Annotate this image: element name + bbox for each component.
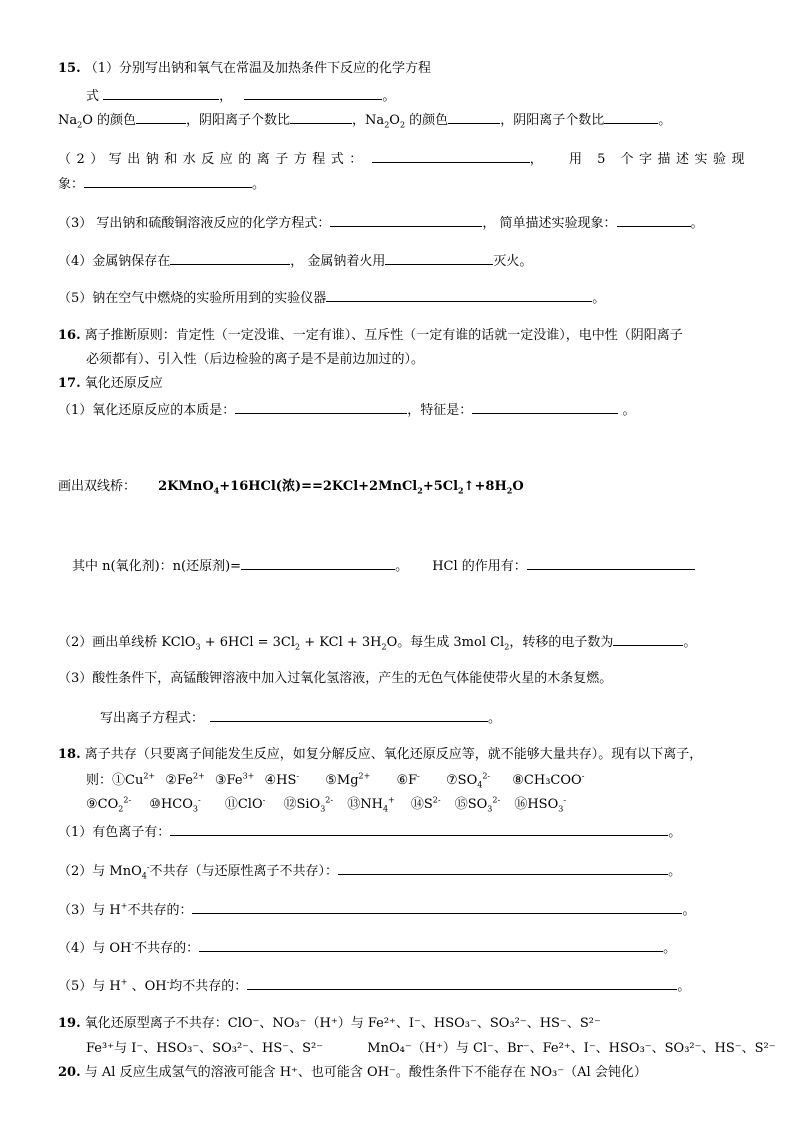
label: （3）酸性条件下，高锰酸钾溶液中加入过氧化氢溶液，产生的无色气体能使带火星的木条复燃。 (58, 671, 613, 686)
q19-line2 (86, 1040, 776, 1058)
q19-text: Fe³⁺与 I⁻、HSO₃⁻、SO₃²⁻、HS⁻、S²⁻ (86, 1041, 324, 1056)
q18-number: 18. (58, 747, 81, 762)
ion: $③Fe^{3+}$ (214, 771, 255, 788)
ion: ⑫SiO$_3^{2-}$ (283, 795, 334, 814)
answer-blank[interactable] (338, 861, 668, 875)
answer-blank[interactable] (385, 251, 493, 265)
q15-part3 (58, 213, 704, 233)
q15-line2 (86, 86, 395, 106)
ion: $⑦SO_4^{2-}$ (446, 771, 491, 790)
q15-part4 (58, 251, 532, 271)
q15-part5 (58, 288, 605, 308)
ion: $②Fe^{2+}$ (165, 771, 205, 788)
label: （5）与 H (58, 979, 121, 994)
q18-ions-row1 (86, 772, 584, 790)
ion: $⑯HSO_3^-$ (514, 795, 567, 814)
subscript: 2 (399, 120, 406, 130)
q17-number: 17. (58, 376, 81, 391)
ion: $⑮SO_3^{2-}$ (454, 795, 501, 814)
q16-number: 16. (58, 328, 81, 343)
answer-blank[interactable] (617, 213, 691, 227)
answer-blank[interactable] (136, 110, 186, 124)
label: 则： (86, 773, 113, 788)
label: 画出双线桥： (58, 479, 137, 494)
q18-part4: （4）与 OH-不共存的： 。 (58, 939, 677, 956)
label: ，Na (352, 113, 385, 128)
answer-blank[interactable] (199, 938, 663, 952)
period: 。 (658, 113, 672, 128)
q16-line2 (86, 351, 424, 369)
subscript: 2 (77, 120, 83, 130)
q20-number: 20. (58, 1065, 81, 1080)
period: 。 (252, 177, 266, 192)
ion: $⑭S^{2-}$ (410, 795, 441, 812)
period: 。 (668, 825, 682, 840)
answer-blank[interactable] (372, 149, 530, 163)
label: ，阴阳离子个数比 (186, 113, 291, 128)
subscript: 2 (384, 120, 390, 130)
period: 。 (395, 559, 409, 574)
period: 。 (488, 711, 502, 726)
q18-part5: （5）与 H+ 、OH-均不共存的： 。 (58, 977, 691, 994)
answer-blank[interactable] (241, 556, 395, 570)
label: 其中 n(氧化剂)：n(还原剂)= (72, 559, 242, 574)
ion: $⑬NH_4^+$ (347, 795, 395, 814)
label: 不共存的： (127, 903, 193, 918)
label: 均不共存的： (169, 979, 248, 994)
ion: $①Cu^{2+}$ (112, 771, 156, 788)
label: （5）钠在空气中燃烧的实验所用到的实验仪器 (58, 291, 327, 306)
q18-text: 离子共存（只要离子间能发生反应，如复分解反应、氧化还原反应等，就不能够大量共存）。现有以下离子， (84, 747, 703, 762)
separator: ， (219, 89, 233, 104)
ion: $⑤Mg^{2+}$ (325, 771, 371, 788)
label: 的颜色 (405, 113, 449, 128)
q16-text: 必须都有）、引入性（后边检验的离子是不是前边加过的）。 (86, 352, 425, 367)
q17-heading: 氧化还原反应 (84, 376, 163, 391)
label: ， 金属钠着火用 (290, 254, 386, 269)
answer-blank[interactable] (103, 86, 219, 100)
label: （2）写出钠和水反应的离子方程式： (58, 152, 368, 167)
q19-line1 (58, 1015, 601, 1033)
label: 用 5 个字描述实验现 (568, 152, 750, 167)
q15-line3 (58, 110, 671, 130)
q19-number: 19. (58, 1016, 81, 1031)
q17-title (58, 375, 163, 393)
label: 象： (58, 177, 85, 192)
answer-blank[interactable] (192, 900, 682, 914)
label: （4）金属钠保存在 (58, 254, 171, 269)
q19-text: MnO₄⁻（H⁺）与 Cl⁻、Br⁻、Fe²⁺、I⁻、HSO₃⁻、SO₃²⁻、HS⁻、S²⁻ (367, 1041, 776, 1056)
q15-label: 式 (86, 89, 100, 104)
answer-blank[interactable] (210, 708, 488, 722)
label: 不共存的： (134, 941, 200, 956)
label: O 的颜色 (82, 113, 137, 128)
q18-ions-row2 (86, 796, 566, 814)
q17-part3-answer (100, 708, 501, 728)
answer-blank[interactable] (330, 213, 482, 227)
period: 。 (668, 864, 682, 879)
ion: ④HS- (264, 771, 300, 788)
ion: ⑥F- (396, 771, 420, 788)
period: 。 (682, 903, 696, 918)
q20-text: 与 Al 反应生成氢气的溶液可能含 H⁺、也可能含 OH⁻。酸性条件下不能存在 NO₃⁻（Al 会钝化） (84, 1065, 647, 1080)
q20-line1 (58, 1064, 647, 1082)
answer-blank[interactable] (170, 251, 290, 265)
label: ， 简单描述实验现象： (482, 216, 617, 231)
equation: 2KMnO$_4$+16HCl(浓)$==2KCl+2MnCl_2+5Cl_2↑+8H_2O$ (158, 479, 524, 496)
q16-text: 离子推断原则：肯定性（一定没谁、一定有谁）、互斥性（一定有谁的话就一定没谁），电中性（阴阳离子 (84, 328, 683, 343)
answer-blank[interactable] (527, 556, 695, 570)
answer-blank[interactable] (235, 400, 407, 414)
ion: ⑧CH₃COO- (512, 771, 585, 788)
answer-blank[interactable] (448, 110, 500, 124)
label: （4）与 OH (58, 941, 132, 956)
label: 不共存（与还原性离子不共存）： (149, 864, 339, 879)
label: ，特征是： (407, 403, 473, 418)
label: （2）与 MnO (58, 864, 142, 879)
q17-double-bridge (58, 478, 524, 496)
q17-part2: （2）画出单线桥 KClO$_3$ + $6HCl = 3Cl_2$ + KCl + $3H_2O$。每生成 3mol $Cl_2$，转移的电子数为 。 (58, 632, 696, 652)
q18-line1 (58, 746, 702, 764)
ion: $⑩HCO_3^-$ (149, 795, 201, 814)
period: 。 (622, 403, 636, 418)
q18-part3: （3）与 H+不共存的： 。 (58, 901, 696, 918)
period: 。 (663, 941, 677, 956)
answer-blank[interactable] (472, 400, 618, 414)
q16-line1 (58, 327, 683, 345)
answer-blank[interactable] (326, 288, 592, 302)
answer-blank[interactable] (84, 174, 252, 188)
ion: ⑪ClO- (224, 795, 266, 812)
q15-line1 (58, 60, 431, 78)
period: 。 (690, 216, 704, 231)
label: 灭火。 (493, 254, 533, 269)
answer-blank[interactable] (247, 976, 677, 990)
label: （2）画出单线桥 KClO (58, 635, 196, 650)
label: 写出离子方程式： (100, 711, 205, 726)
q15-part2-line2 (58, 174, 265, 194)
answer-blank[interactable] (290, 110, 352, 124)
label: O (389, 113, 400, 128)
label: ，阴阳离子个数比 (500, 113, 605, 128)
label: ， (529, 152, 543, 167)
period: 。 (677, 979, 691, 994)
q18-part1 (58, 822, 681, 842)
period: 。 (382, 89, 396, 104)
answer-blank[interactable] (170, 822, 668, 836)
label: HCl 的作用有： (432, 559, 527, 574)
q17-part1 (58, 400, 635, 420)
q19-text: 氧化还原型离子不共存：ClO⁻、NO₃⁻（H⁺）与 Fe²⁺、I⁻、HSO₃⁻、SO₃²⁻、HS⁻、S²⁻ (84, 1016, 601, 1031)
q17-ratio (72, 556, 695, 576)
q15-prompt: （1）分别写出钠和氧气在常温及加热条件下反应的化学方程 (84, 61, 432, 76)
q15-part2-line1 (58, 149, 750, 169)
period: 。 (683, 635, 697, 650)
answer-blank[interactable] (604, 110, 658, 124)
label: （1）有色离子有： (58, 825, 171, 840)
answer-blank[interactable] (613, 632, 683, 646)
period: 。 (592, 291, 606, 306)
label: （3）与 H (58, 903, 121, 918)
answer-blank[interactable] (244, 86, 382, 100)
q18-part2: （2）与 MnO$_4$-不共存（与还原性离子不共存）： 。 (58, 862, 682, 881)
q15-number: 15. (58, 61, 81, 76)
label: （1）氧化还原反应的本质是： (58, 403, 236, 418)
label: 、OH (127, 979, 167, 994)
formula-text: Na (58, 113, 78, 128)
label: （3） 写出钠和硫酸铜溶液反应的化学方程式： (58, 216, 331, 231)
ion: $⑨CO_2^{2-}$ (86, 795, 132, 814)
q17-part3 (58, 670, 612, 688)
